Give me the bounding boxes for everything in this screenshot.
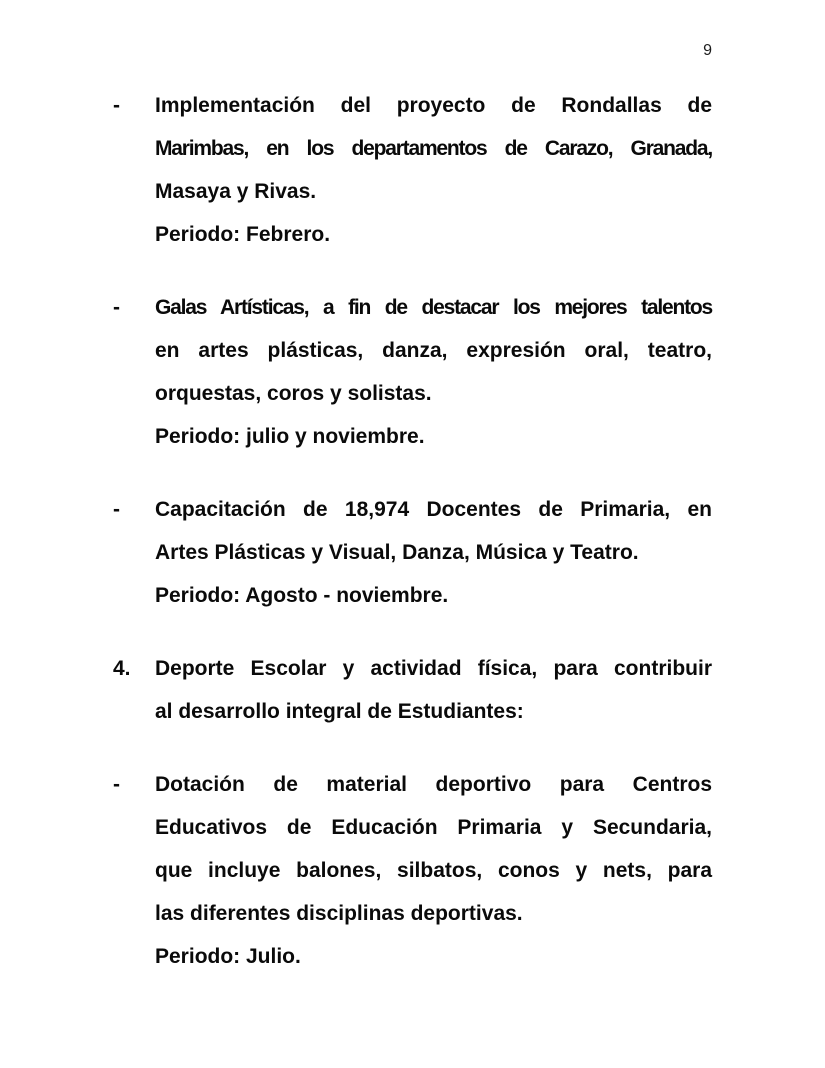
- paragraph-line: orquestas, coros y solistas.: [155, 382, 432, 405]
- list-item-marker: -: [113, 296, 120, 319]
- period-line: Periodo: julio y noviembre.: [155, 425, 425, 448]
- period-line: Periodo: Julio.: [155, 945, 301, 968]
- list-item: [113, 84, 712, 256]
- period-line: Periodo: Febrero.: [155, 223, 331, 246]
- paragraph-line: Dotación de material deportivo para Centros: [155, 773, 712, 796]
- numbered-item: [113, 647, 712, 733]
- paragraph-line: al desarrollo integral de Estudiantes:: [155, 700, 524, 723]
- paragraph-line: Deporte Escolar y actividad física, para contribuir: [155, 657, 712, 680]
- list-item: [113, 286, 712, 458]
- list-item-marker: -: [113, 773, 120, 796]
- paragraph-line: Capacitación de 18,974 Docentes de Primaria, en: [155, 498, 712, 521]
- paragraph-line: Educativos de Educación Primaria y Secundaria,: [155, 816, 712, 839]
- paragraph-body: [155, 488, 712, 617]
- paragraph-line: las diferentes disciplinas deportivas.: [155, 902, 523, 925]
- paragraph-body: [155, 763, 712, 978]
- numbered-item-marker: 4.: [113, 657, 131, 680]
- paragraph-line: Masaya y Rivas.: [155, 180, 317, 203]
- list-item-marker: -: [113, 94, 120, 117]
- paragraph-line: que incluye balones, silbatos, conos y nets, para: [155, 859, 712, 882]
- list-item-marker: -: [113, 498, 120, 521]
- paragraph-line: Marimbas, en los departamentos de Carazo, Granada,: [155, 137, 712, 160]
- paragraph-line: en artes plásticas, danza, expresión oral, teatro,: [155, 339, 712, 362]
- list-item: [113, 488, 712, 617]
- paragraph-line: Implementación del proyecto de Rondallas de: [155, 94, 712, 117]
- period-line: Periodo: Agosto - noviembre.: [155, 584, 449, 607]
- paragraph-body: [155, 286, 712, 458]
- page-number: 9: [703, 42, 712, 59]
- paragraph-line: Galas Artísticas, a fin de destacar los mejores talentos: [155, 296, 712, 319]
- list-item: [113, 763, 712, 978]
- paragraph-body: [155, 84, 712, 256]
- paragraph-line: Artes Plásticas y Visual, Danza, Música y Teatro.: [155, 541, 639, 564]
- paragraph-body: [155, 647, 712, 733]
